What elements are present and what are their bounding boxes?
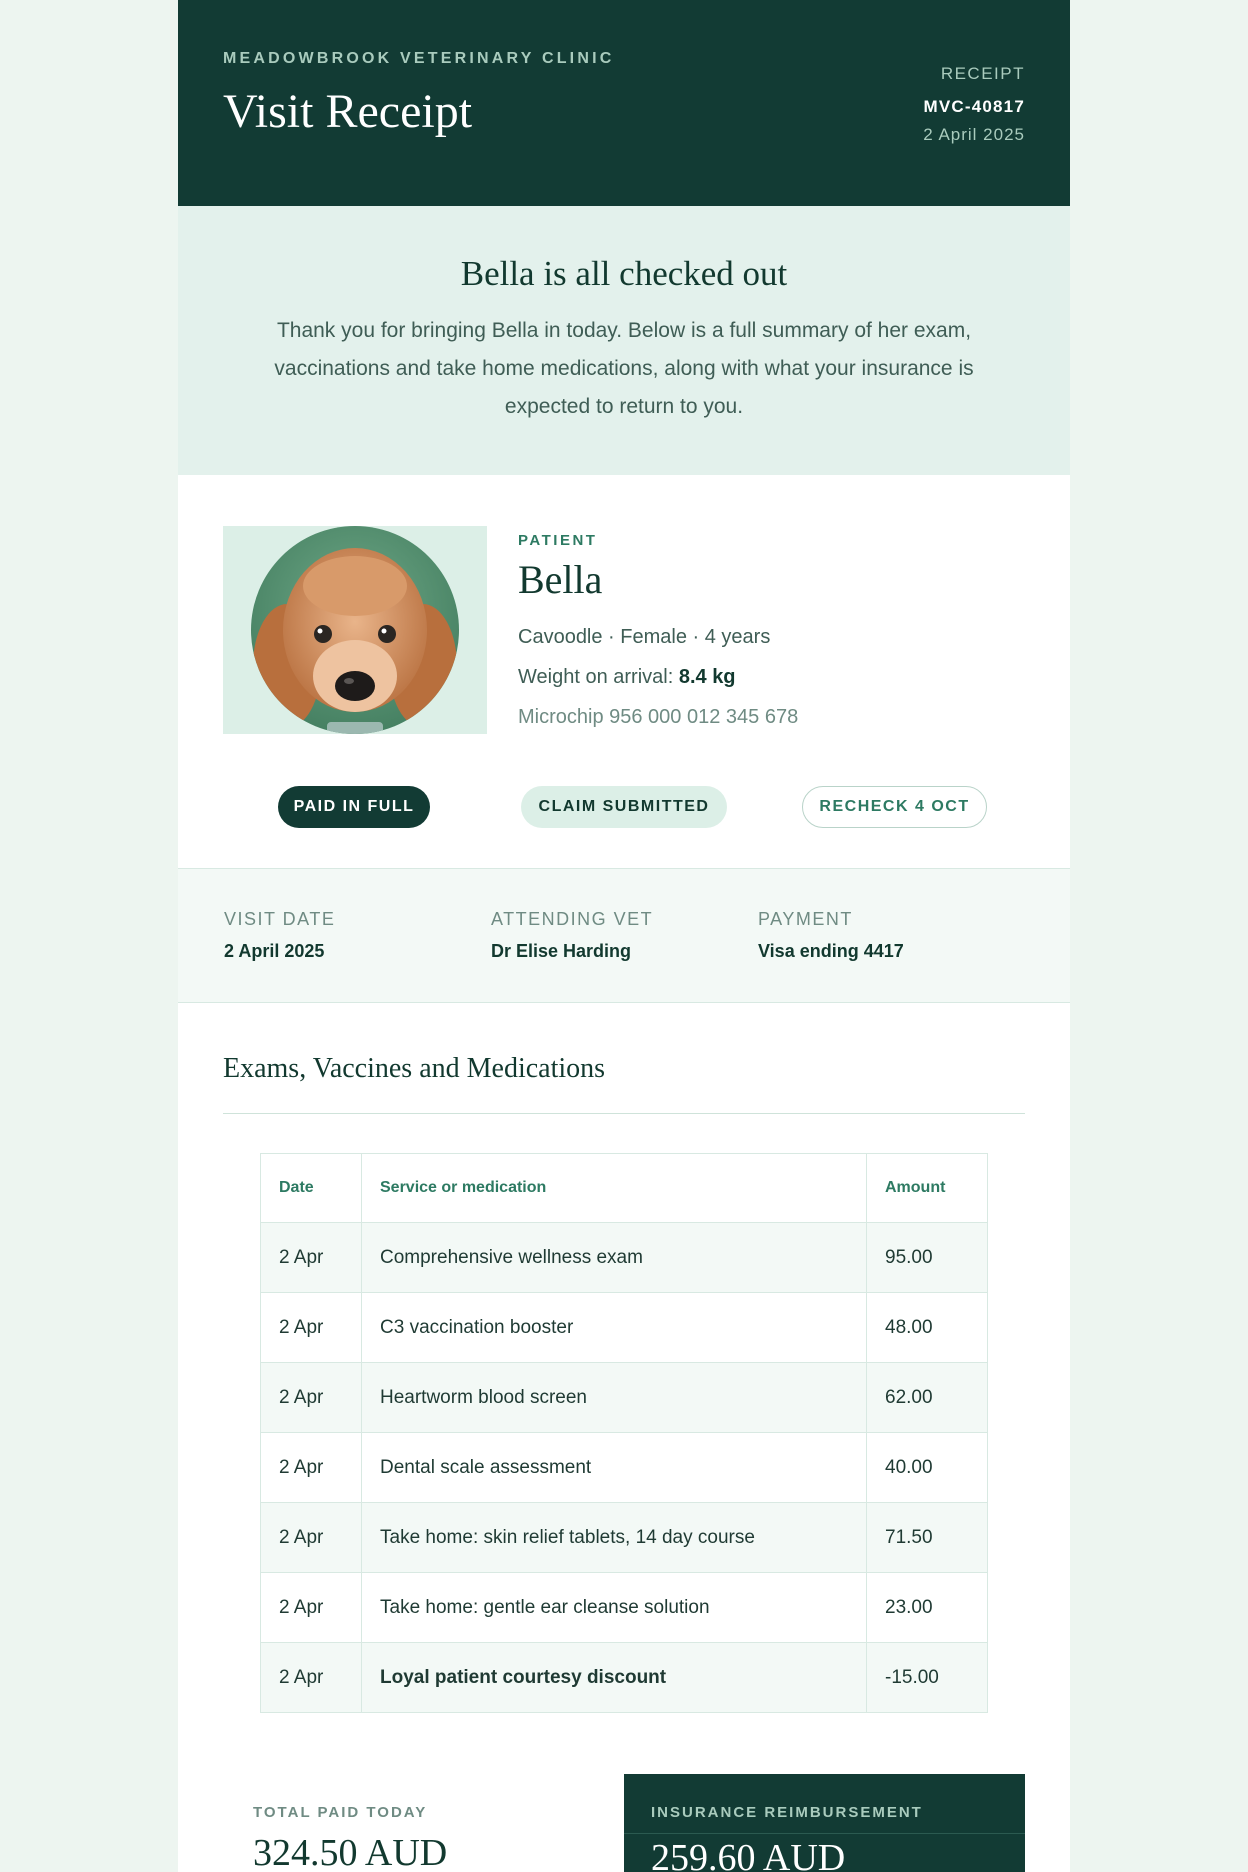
row-amount: 95.00 xyxy=(867,1223,988,1293)
row-date: 2 Apr xyxy=(261,1223,362,1293)
date-column-header: Date xyxy=(261,1154,362,1223)
intro-heading: Bella is all checked out xyxy=(460,254,788,293)
insurance-label: INSURANCE REIMBURSEMENT xyxy=(651,1804,923,1821)
visit-date-value: 2 April 2025 xyxy=(224,941,325,961)
row-amount: 40.00 xyxy=(867,1433,988,1503)
receipt-meta xyxy=(923,62,1025,148)
row-amount: 71.50 xyxy=(867,1503,988,1573)
insurance-reimbursement xyxy=(624,1774,1025,1872)
attending-vet-value: Dr Elise Harding xyxy=(491,941,632,961)
row-amount: 23.00 xyxy=(867,1573,988,1643)
table-row xyxy=(261,1223,988,1293)
weight-value: 8.4 kg xyxy=(678,666,736,688)
pet-avatar xyxy=(251,526,459,734)
clinic-name: MEADOWBROOK VETERINARY CLINIC xyxy=(223,50,615,67)
weight-label: Weight on arrival: xyxy=(518,666,674,688)
row-service: C3 vaccination booster xyxy=(362,1293,867,1363)
service-column-header: Service or medication xyxy=(362,1154,867,1223)
intro-banner xyxy=(178,206,1070,475)
items-table xyxy=(260,1153,988,1713)
row-date: 2 Apr xyxy=(261,1503,362,1573)
dog-photo-icon xyxy=(251,526,459,734)
pet-photo xyxy=(223,526,487,734)
receipt-email xyxy=(178,0,1070,1872)
table-row xyxy=(261,1363,988,1433)
insurance-value: 259.60 AUD xyxy=(651,1837,846,1872)
row-service: Take home: gentle ear cleanse solution xyxy=(362,1573,867,1643)
patient-label: PATIENT xyxy=(518,532,598,549)
recheck-badge: RECHECK 4 OCT xyxy=(802,786,987,828)
table-row xyxy=(261,1573,988,1643)
row-service: Comprehensive wellness exam xyxy=(362,1223,867,1293)
row-service: Take home: skin relief tablets, 14 day course xyxy=(362,1503,867,1573)
table-row xyxy=(261,1643,988,1713)
patient-description: Cavoodle · Female · 4 years xyxy=(518,626,771,648)
receipt-date: 2 April 2025 xyxy=(923,125,1025,144)
row-date: 2 Apr xyxy=(261,1363,362,1433)
table-row xyxy=(261,1293,988,1363)
total-paid-value: 324.50 AUD xyxy=(253,1832,448,1872)
attending-vet-label: ATTENDING VET xyxy=(491,909,654,929)
payment-label: PAYMENT xyxy=(758,909,853,929)
paid-in-full-badge: PAID IN FULL xyxy=(278,786,430,828)
visit-date-detail xyxy=(224,907,335,962)
row-service: Loyal patient courtesy discount xyxy=(362,1643,867,1713)
attending-vet-detail xyxy=(491,907,653,962)
table-row xyxy=(261,1503,988,1573)
total-paid xyxy=(253,1804,447,1872)
visit-details xyxy=(178,868,1070,1003)
receipt-header xyxy=(178,0,1070,206)
row-service: Heartworm blood screen xyxy=(362,1363,867,1433)
row-date: 2 Apr xyxy=(261,1293,362,1363)
intro-body: Thank you for bringing Bella in today. Below is a full summary of her exam, vaccinations and take home medications, along with what your insurance is expected to return to you. xyxy=(274,319,974,418)
payment-detail xyxy=(758,907,904,962)
patient-info xyxy=(518,526,798,737)
row-amount: -15.00 xyxy=(867,1643,988,1713)
visit-date-label: VISIT DATE xyxy=(224,909,336,929)
page-title: Visit Receipt xyxy=(223,85,473,138)
receipt-label: RECEIPT xyxy=(940,64,1025,83)
row-amount: 48.00 xyxy=(867,1293,988,1363)
patient-microchip: Microchip 956 000 012 345 678 xyxy=(518,706,799,728)
row-date: 2 Apr xyxy=(261,1433,362,1503)
row-date: 2 Apr xyxy=(261,1643,362,1713)
patient-weight xyxy=(518,657,798,697)
section-title: Exams, Vaccines and Medications xyxy=(223,1053,606,1084)
patient-name: Bella xyxy=(518,557,603,602)
table-header-row xyxy=(261,1154,988,1223)
row-service: Dental scale assessment xyxy=(362,1433,867,1503)
claim-submitted-badge: CLAIM SUBMITTED xyxy=(521,786,727,828)
table-row xyxy=(261,1433,988,1503)
row-date: 2 Apr xyxy=(261,1573,362,1643)
section-divider xyxy=(223,1113,1025,1114)
total-paid-label: TOTAL PAID TODAY xyxy=(253,1804,428,1821)
row-amount: 62.00 xyxy=(867,1363,988,1433)
amount-column-header: Amount xyxy=(867,1154,988,1223)
insurance-divider xyxy=(624,1833,1025,1834)
payment-value: Visa ending 4417 xyxy=(758,941,904,961)
receipt-number: MVC-40817 xyxy=(923,97,1025,116)
